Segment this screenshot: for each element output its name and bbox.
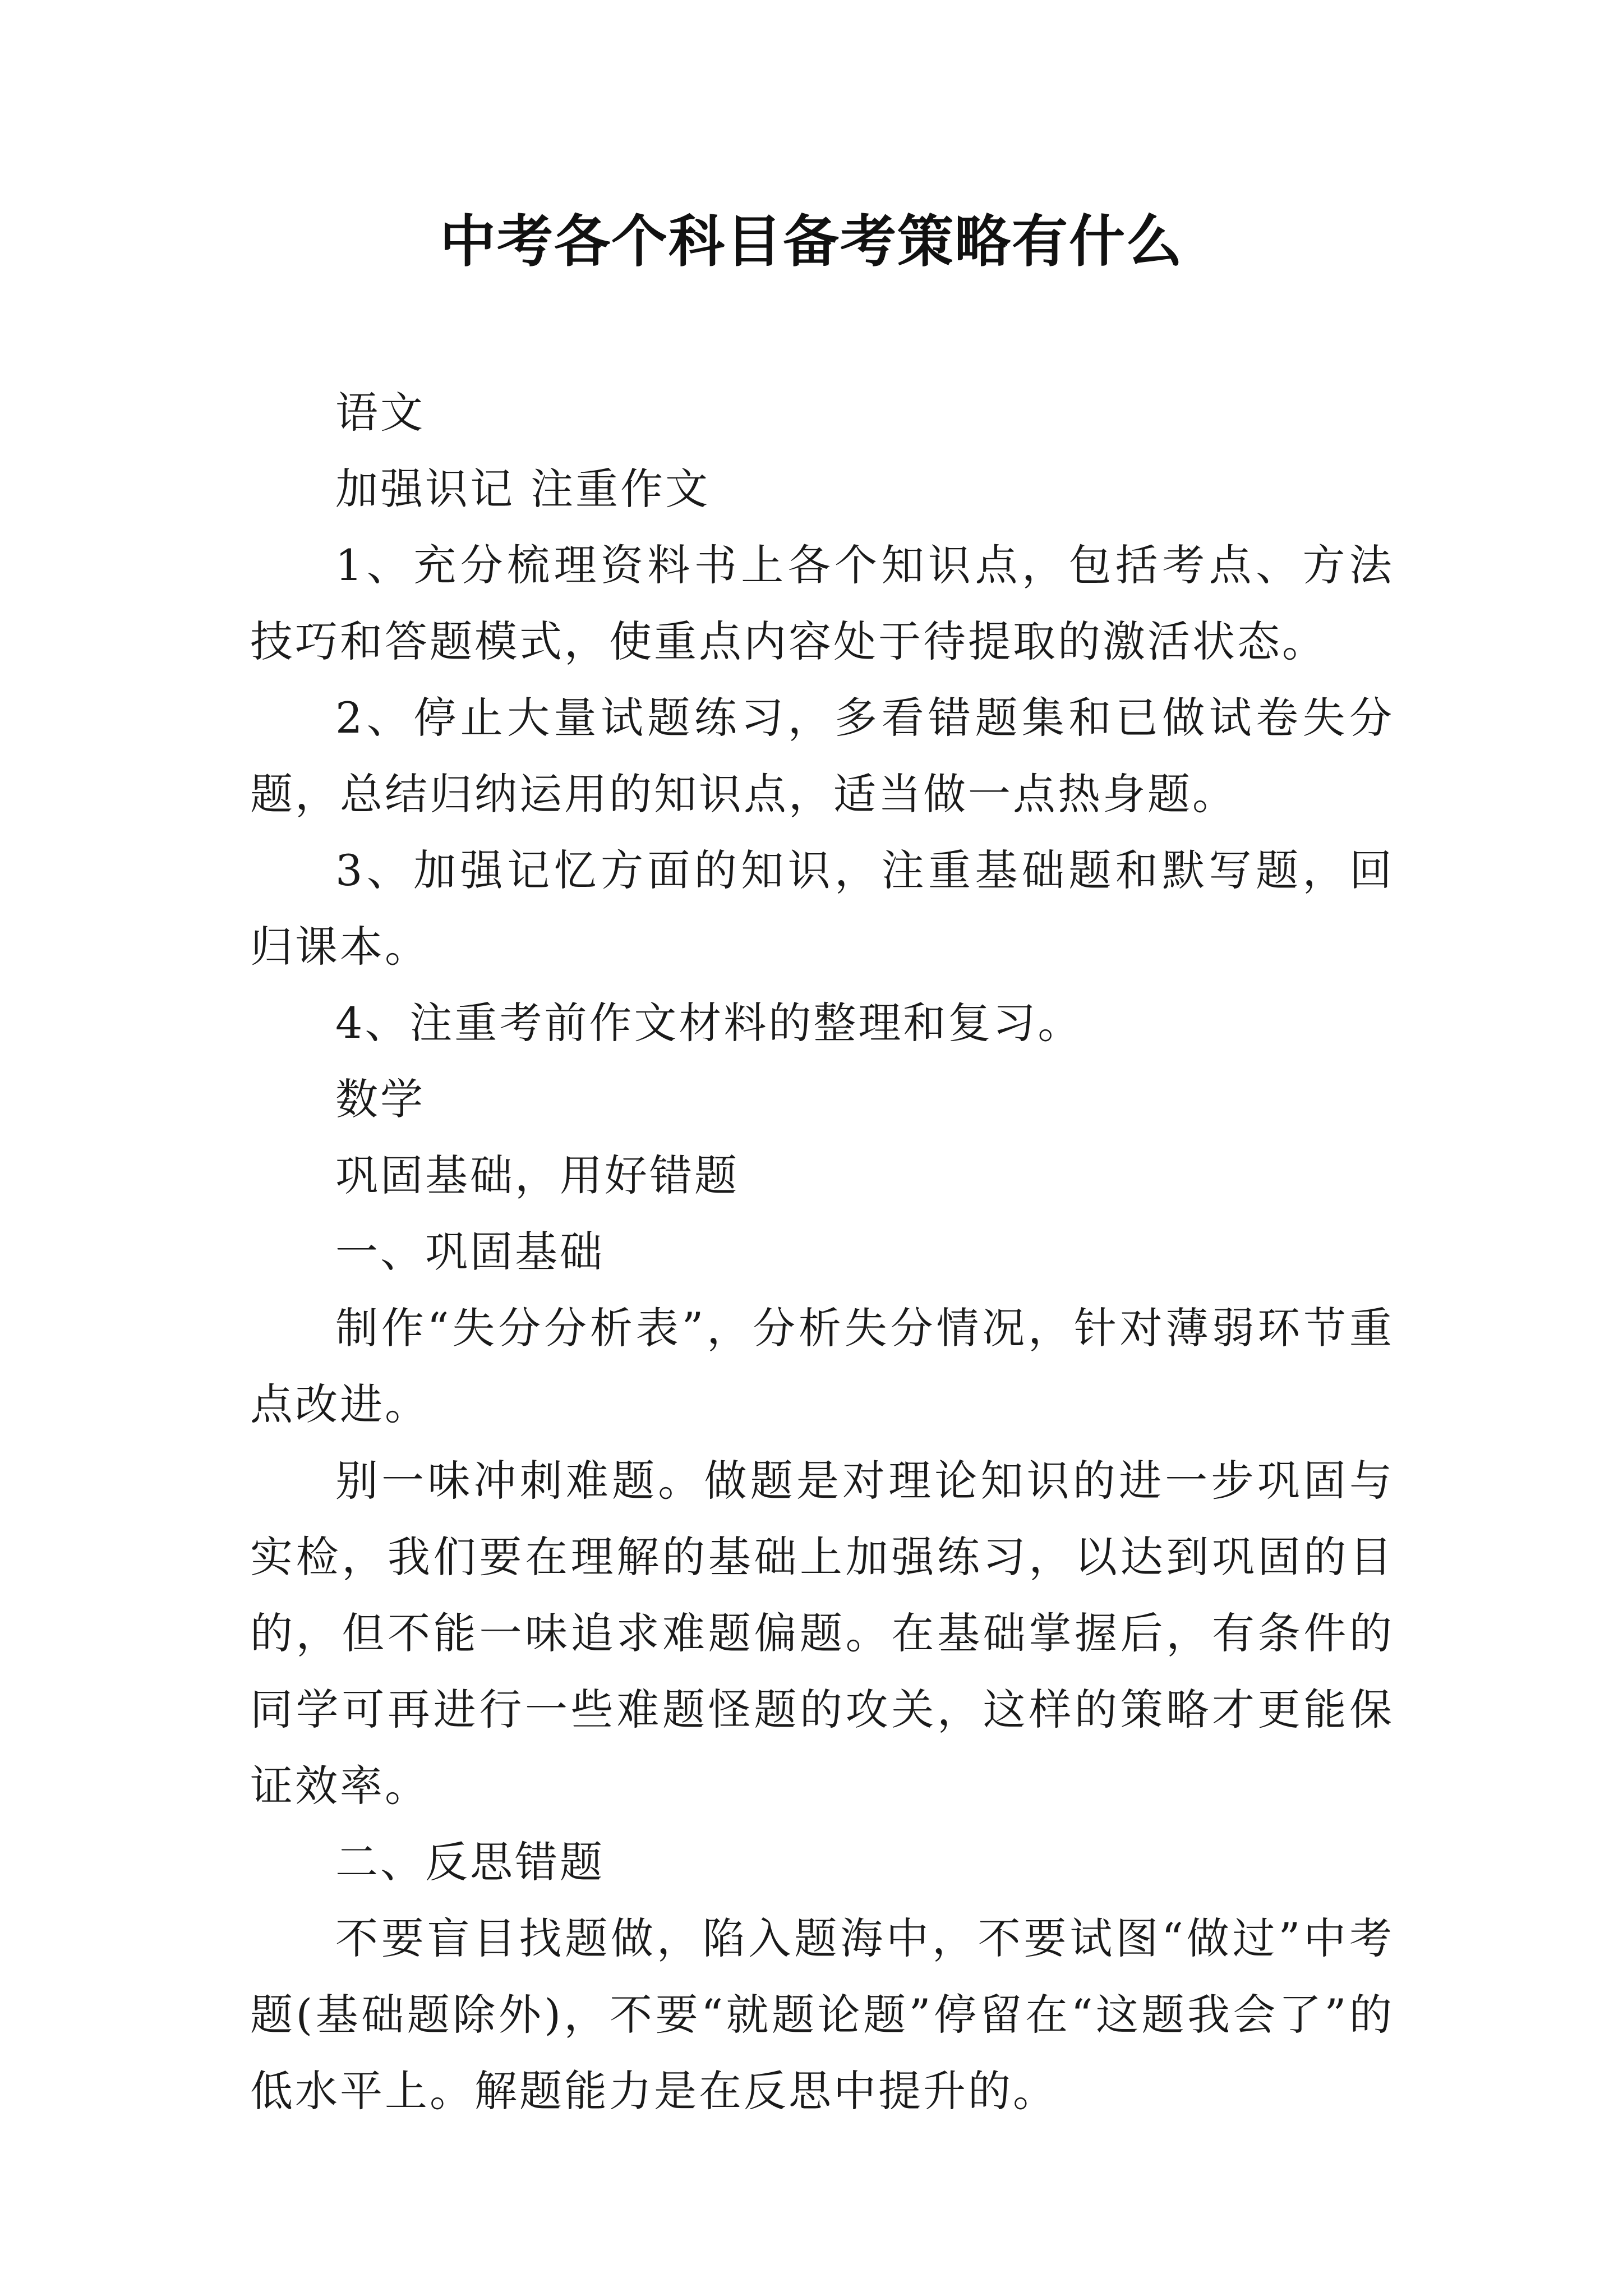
subheading-chinese-focus: 加强识记 注重作文 xyxy=(335,464,711,514)
subheading-math-focus: 巩固基础，用好错题 xyxy=(335,1151,739,1200)
subheading-math-1: 一、巩固基础 xyxy=(335,1227,605,1277)
paragraph-math-3: 不要盲目找题做，陷入题海中，不要试图“做过”中考题(基础题除外)，不要“就题论题”停留在“这题我会了”的低水平上。解题能力是在反思中提升的。 xyxy=(250,1913,1394,2116)
paragraph-chinese-2: 2、停止大量试题练习，多看错题集和已做试卷失分题，总结归纳运用的知识点，适当做一点热身题。 xyxy=(250,693,1394,819)
paragraph-chinese-1: 1、充分梳理资料书上各个知识点，包括考点、方法技巧和答题模式，使重点内容处于待提取的激活状态。 xyxy=(250,540,1394,666)
paragraph-math-1: 制作“失分分析表”，分析失分情况，针对薄弱环节重点改进。 xyxy=(250,1303,1394,1429)
subheading-math-2: 二、反思错题 xyxy=(335,1837,605,1887)
paragraph-chinese-3: 3、加强记忆方面的知识，注重基础题和默写题，回归课本。 xyxy=(250,845,1394,972)
section-heading-chinese: 语文 xyxy=(335,388,425,438)
document-body xyxy=(250,375,1394,2129)
paragraph-chinese-4: 4、注重考前作文材料的整理和复习。 xyxy=(335,998,1083,1048)
section-heading-math: 数学 xyxy=(335,1074,425,1124)
paragraph-math-2: 别一味冲刺难题。做题是对理论知识的进一步巩固与实检，我们要在理解的基础上加强练习，以达到巩固的目的，但不能一味追求难题偏题。在基础掌握后，有条件的同学可再进行一些难题怪题的攻关，这样的策略才更能保证效率。 xyxy=(250,1456,1394,1811)
document-title: 中考各个科目备考策略有什么 xyxy=(440,208,1183,274)
